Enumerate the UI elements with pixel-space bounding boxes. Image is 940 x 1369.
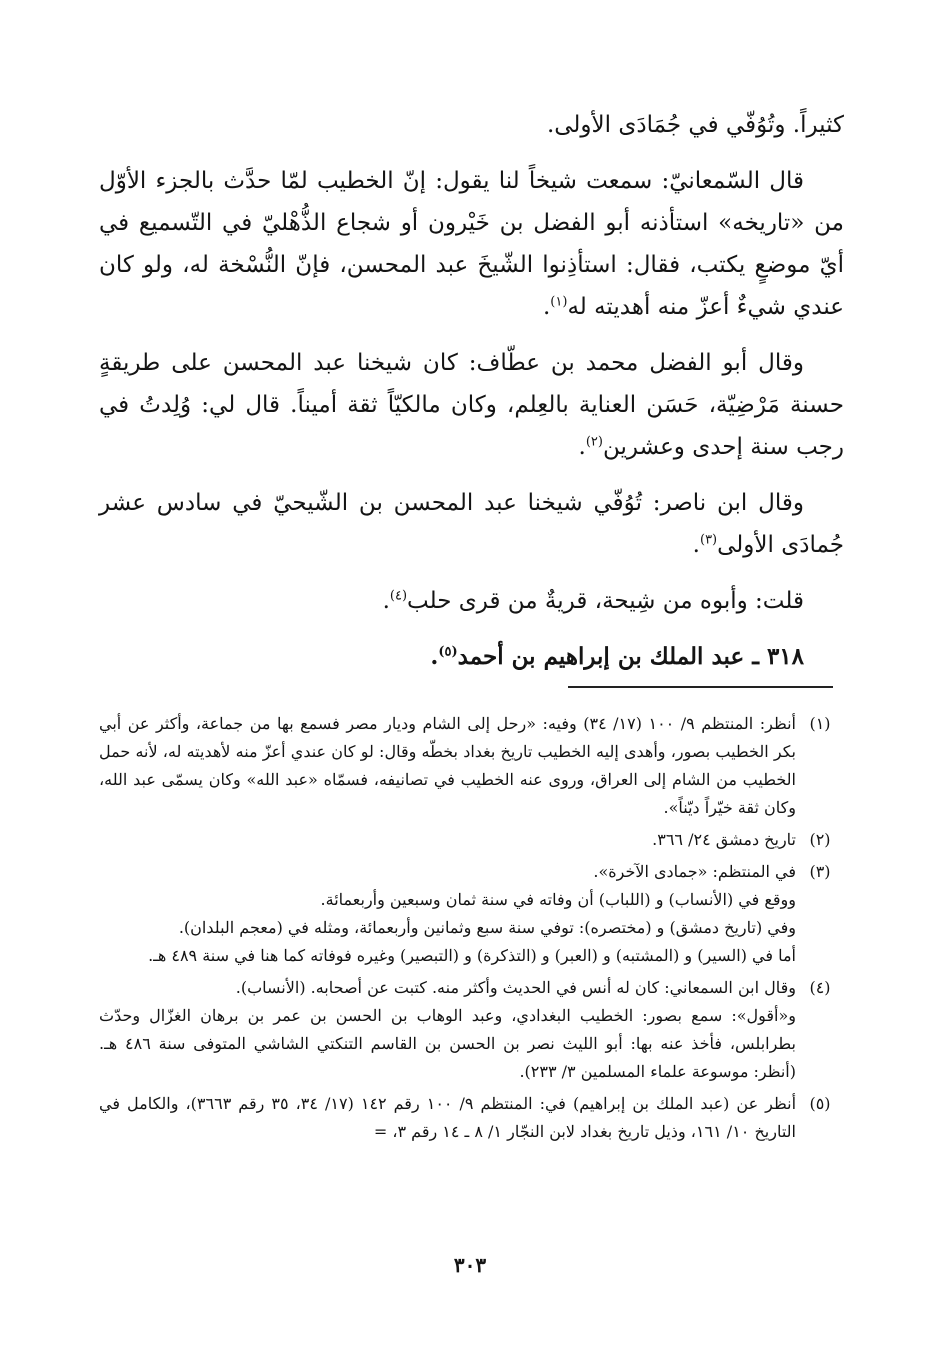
paragraph-2-text: قال السّمعانيّ: سمعت شيخاً لنا يقول: إنّ الخطيب لمّا حدَّث بالجزء الأوّل من «تاريخه» استأذنه أبو الفضل بن خَيْرون أو شجاع الذُّهْليّ في التّسميع في أيّ موضعٍ يكتب، فقال: استأذِنوا الشّيخَ عبد المحسن، فإنّ النُّسْخة له، ولو كان عندي شيءٌ أعزّ منه أهديته له xyxy=(99,168,844,320)
footnote-line: في المنتظم: «جمادى الآخرة». xyxy=(593,862,796,881)
entry-heading-text: ٣١٨ ـ عبد الملك بن إبراهيم بن أحمد xyxy=(457,643,804,670)
footnote-body xyxy=(99,858,796,970)
footnote-line: وفي (تاريخ دمشق) و (مختصره): توفي سنة سبع وثمانين وأربعمائة، ومثله في (معجم البلدان). xyxy=(178,918,796,937)
paragraph-2 xyxy=(99,160,844,328)
paragraph-1-text: كثيراً. وتُوُفّي في جُمَادَى الأولى. xyxy=(546,112,844,138)
paragraph-3-text: وقال أبو الفضل محمد بن عطّاف: كان شيخنا عبد المحسن على طريقةٍ حسنة مَرْضِيّة، حَسَن العناية بالعِلم، وكان مالكيّاً ثقة أميناً. قال لي: وُلِدتُ في رجب سنة إحدى وعشرين xyxy=(99,350,844,460)
page-number: ٣٠٣ xyxy=(453,1253,487,1277)
main-text xyxy=(99,104,844,692)
paragraph-3 xyxy=(99,342,844,468)
footnote-number: (١) xyxy=(809,714,831,733)
footnote-ref-2[interactable]: (٢) xyxy=(585,434,603,450)
footnote-number: (٥) xyxy=(809,1094,831,1113)
footnote-3 xyxy=(99,858,844,970)
paragraph-5-text: قلت: وأبوه من شِيحة، قريةٌ من قرى حلب xyxy=(407,588,804,614)
paragraph-4 xyxy=(99,482,844,566)
footnote-ref-3[interactable]: (٣) xyxy=(699,532,718,548)
entry-heading-end: . xyxy=(430,643,439,670)
footnote-number: (٤) xyxy=(809,978,831,997)
paragraph-3-end: . xyxy=(578,434,586,460)
footnote-line: أما في (السير) و (المشتبه) و (العبر) و (التذكرة) و (التبصير) وغيره فوفاته كما هنا في سنة ٤٨٩ هـ. xyxy=(148,946,796,965)
footnote-separator xyxy=(568,686,833,688)
footnote-line: تاريخ دمشق ٢٤/ ٣٦٦. xyxy=(652,830,796,849)
footnote-ref-4[interactable]: (٤) xyxy=(389,588,408,604)
footnote-2 xyxy=(99,826,844,854)
footnote-line: أنظر: المنتظم ٩/ ١٠٠ (١٧/ ٣٤) وفيه: «رحل إلى الشام وديار مصر فسمع بها من جماعة، وأكثر عن أبي بكر الخطيب بصور، وأهدى إليه الخطيب تاريخ بغداد بخطّه وقال: لو كان عندي أعزّ منه لأهديته له، لأنه حمل الخطيب من الشام إلى العراق، وروى عنه الخطيب في تصانيفه، فسمّاه «عبد الله» وكان يسمّى عبد الله، وكان ثقة خيّراً ديّناً». xyxy=(99,714,796,817)
footnote-line: ووقع في (الأنساب) و (اللباب) أن وفاته في سنة ثمان وسبعين وأربعمائة. xyxy=(320,890,796,909)
footnote-body xyxy=(99,1090,796,1146)
paragraph-5-end: . xyxy=(382,588,390,614)
footnote-4 xyxy=(99,974,844,1086)
footnote-body xyxy=(99,710,796,822)
paragraph-1 xyxy=(99,104,844,146)
footnote-ref-5[interactable]: (٥) xyxy=(438,644,458,660)
paragraph-4-text: وقال ابن ناصر: تُوُفّي شيخنا عبد المحسن بن الشّيحيّ في سادس عشر جُمادَى الأولى xyxy=(99,490,844,558)
footnote-line: وقال ابن السمعاني: كان له أنس في الحديث وأكثر منه. كتبت عن أصحابه. (الأنساب). xyxy=(235,978,796,997)
paragraph-4-end: . xyxy=(692,532,700,558)
footnotes-section xyxy=(99,710,844,1150)
entry-heading xyxy=(99,636,844,678)
footnote-ref-1[interactable]: (١) xyxy=(550,294,568,310)
paragraph-2-end: . xyxy=(542,294,551,320)
footnote-body xyxy=(99,974,796,1086)
footnote-body xyxy=(99,826,796,854)
footnote-number: (٣) xyxy=(809,862,831,881)
paragraph-5 xyxy=(99,580,844,622)
footnote-line: و«أقول»: سمع بصور: الخطيب البغدادي، وعبد الوهاب بن الحسن بن عمر بن برهان الغزّال وحدّث بطرابلس، فأخذ عنه بها: أبو الليث نصر بن الحسن بن القاسم التنكتي الشاشي المتوفى سنة ٤٨٦ هـ. (أنظر: موسوعة علماء المسلمين ٣/ ٢٣٣). xyxy=(99,1006,797,1081)
footnote-1 xyxy=(99,710,844,822)
footnote-line: أنظر عن (عبد الملك بن إبراهيم) في: المنتظم ٩/ ١٠٠ رقم ١٤٢ (١٧/ ٣٤، ٣٥ رقم ٣٦٦٣)، والكامل في التاريخ ١٠/ ١٦١، وذيل تاريخ بغداد لابن النجّار ١/ ٨ ـ ١٤ رقم ٣، = xyxy=(99,1094,797,1141)
footnote-5 xyxy=(99,1090,844,1146)
footnote-number: (٢) xyxy=(809,830,831,849)
